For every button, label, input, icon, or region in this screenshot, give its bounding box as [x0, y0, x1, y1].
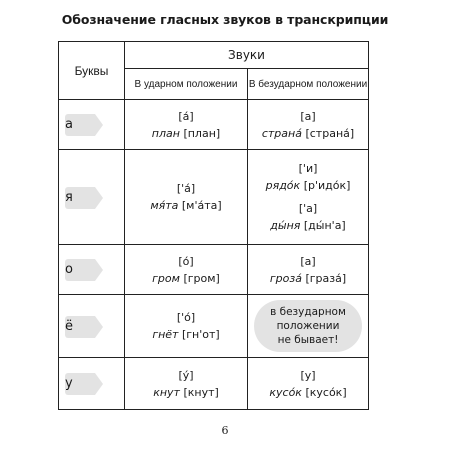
letter-tab: я [65, 187, 95, 209]
unstressed-cell [248, 295, 369, 358]
example-word: мя́та [150, 199, 179, 212]
unstressed-cell [248, 150, 369, 245]
example-word: ды́ня [270, 219, 301, 232]
page-title: Обозначение гласных звуков в транскрипции [61, 12, 389, 27]
sound: ['а] [298, 202, 318, 215]
example-word: страна́ [261, 126, 302, 140]
transcription: [гн'от] [181, 328, 220, 341]
header-letters: Буквы [59, 42, 125, 100]
table-row [59, 358, 369, 410]
example-word: рядо́к [265, 179, 301, 192]
example-word: гнёт [152, 328, 179, 341]
transcription: [гром] [183, 271, 220, 285]
sound: [а] [300, 254, 316, 268]
vowel-transcription-table [58, 41, 369, 410]
header-stressed: В ударном положении [125, 69, 248, 100]
sound: [а́] [178, 109, 194, 123]
table-row [59, 150, 369, 245]
header-unstressed: В безударном положении [248, 69, 369, 100]
table-row [59, 295, 369, 358]
transcription: [р'идо́к] [303, 179, 351, 192]
page-number: 6 [221, 424, 229, 437]
stressed-cell [125, 295, 248, 358]
letter-tab: а [65, 114, 95, 136]
sound: [о́] [178, 254, 194, 268]
unstressed-cell [248, 100, 369, 150]
note-line: не бывает! [277, 334, 339, 346]
letter-tab: у [65, 373, 95, 395]
example-word: кнут [153, 385, 180, 399]
letter-tab: ё [65, 316, 95, 338]
unstressed-cell [248, 245, 369, 295]
table-row [59, 245, 369, 295]
letter-tab: о [65, 259, 95, 281]
note-line: в безударном [270, 306, 346, 318]
stressed-cell [125, 358, 248, 410]
example-word: гром [152, 271, 180, 285]
stressed-cell [125, 150, 248, 245]
transcription: [кнут] [183, 385, 219, 399]
transcription: [страна́] [305, 126, 355, 140]
example-word: план [151, 126, 180, 140]
transcription: [кусо́к] [305, 385, 347, 399]
sound: ['о́] [176, 311, 196, 324]
transcription: [м'а́та] [181, 199, 222, 212]
transcription: [ды́н'а] [303, 219, 346, 232]
sound: [а] [300, 109, 316, 123]
table-row [59, 100, 369, 150]
note-bubble [254, 300, 362, 352]
example-word: гроза́ [269, 271, 302, 285]
sound: [у] [300, 368, 316, 382]
stressed-cell [125, 245, 248, 295]
sound: [у́] [178, 368, 194, 382]
sound: ['и] [298, 162, 318, 175]
note-line: положении [276, 320, 340, 332]
example-word: кусо́к [269, 385, 302, 399]
header-sounds: Звуки [125, 42, 369, 69]
stressed-cell [125, 100, 248, 150]
transcription: [граза́] [305, 271, 347, 285]
unstressed-cell [248, 358, 369, 410]
sound: ['а́] [176, 182, 196, 195]
transcription: [план] [183, 126, 221, 140]
